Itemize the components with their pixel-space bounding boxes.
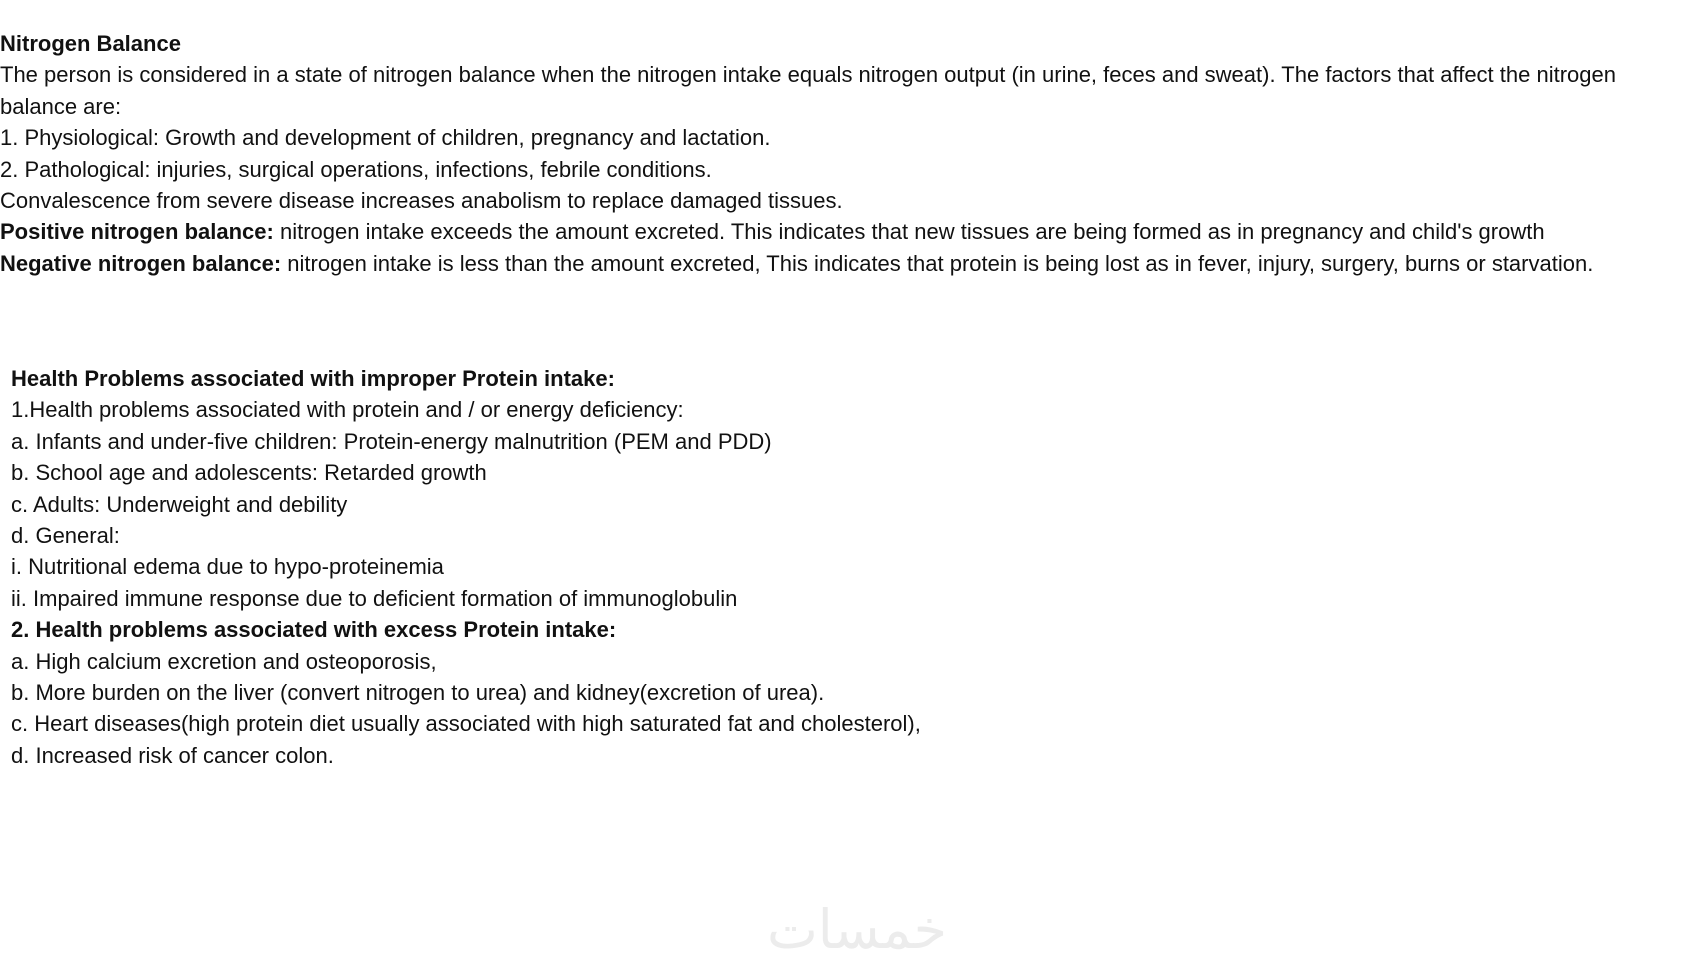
health-problems-section bbox=[11, 363, 1691, 771]
convalescence-note: Convalescence from severe disease increases anabolism to replace damaged tissues. bbox=[0, 188, 843, 214]
deficiency-item: d. General: bbox=[11, 523, 120, 549]
excess-item: a. High calcium excretion and osteoporosis, bbox=[11, 648, 437, 674]
excess-item: c. Heart diseases(high protein diet usually associated with high saturated fat and cholesterol), bbox=[11, 711, 921, 737]
intro-paragraph: The person is considered in a state of nitrogen balance when the nitrogen intake equals nitrogen output (in urine, feces and sweat). The factors that affect the nitrogen balance are: bbox=[0, 62, 1616, 119]
deficiency-item: c. Adults: Underweight and debility bbox=[11, 491, 348, 517]
factor-pathological: 2. Pathological: injuries, surgical operations, infections, febrile conditions. bbox=[0, 156, 712, 182]
deficiency-heading: 1.Health problems associated with protein and / or energy deficiency: bbox=[11, 397, 684, 423]
excess-item: d. Increased risk of cancer colon. bbox=[11, 742, 334, 768]
section-title: Nitrogen Balance bbox=[0, 31, 181, 56]
positive-balance-text: nitrogen intake exceeds the amount excreted. This indicates that new tissues are being formed as in pregnancy and child's growth bbox=[273, 219, 1545, 245]
deficiency-item: b. School age and adolescents: Retarded growth bbox=[11, 460, 487, 486]
negative-balance-paragraph bbox=[0, 248, 1695, 279]
deficiency-item: a. Infants and under-five children: Protein-energy malnutrition (PEM and PDD) bbox=[11, 428, 772, 454]
nitrogen-balance-section bbox=[0, 28, 1695, 279]
excess-item: b. More burden on the liver (convert nitrogen to urea) and kidney(excretion of urea). bbox=[11, 680, 825, 706]
excess-heading: 2. Health problems associated with excess Protein intake: bbox=[11, 617, 617, 643]
factor-physiological: 1. Physiological: Growth and development of children, pregnancy and lactation. bbox=[0, 125, 771, 151]
deficiency-item: ii. Impaired immune response due to deficient formation of immunoglobulin bbox=[11, 585, 738, 611]
health-problems-title: Health Problems associated with improper Protein intake: bbox=[11, 366, 615, 391]
deficiency-item: i. Nutritional edema due to hypo-proteinemia bbox=[11, 554, 444, 580]
watermark-logo: خمسات bbox=[766, 898, 948, 961]
positive-balance-paragraph bbox=[0, 216, 1695, 247]
positive-balance-label: Positive nitrogen balance: bbox=[0, 219, 274, 245]
negative-balance-text: nitrogen intake is less than the amount excreted, This indicates that protein is being lost as in fever, injury, surgery, burns or starvation. bbox=[281, 250, 1594, 276]
negative-balance-label: Negative nitrogen balance: bbox=[0, 250, 282, 276]
